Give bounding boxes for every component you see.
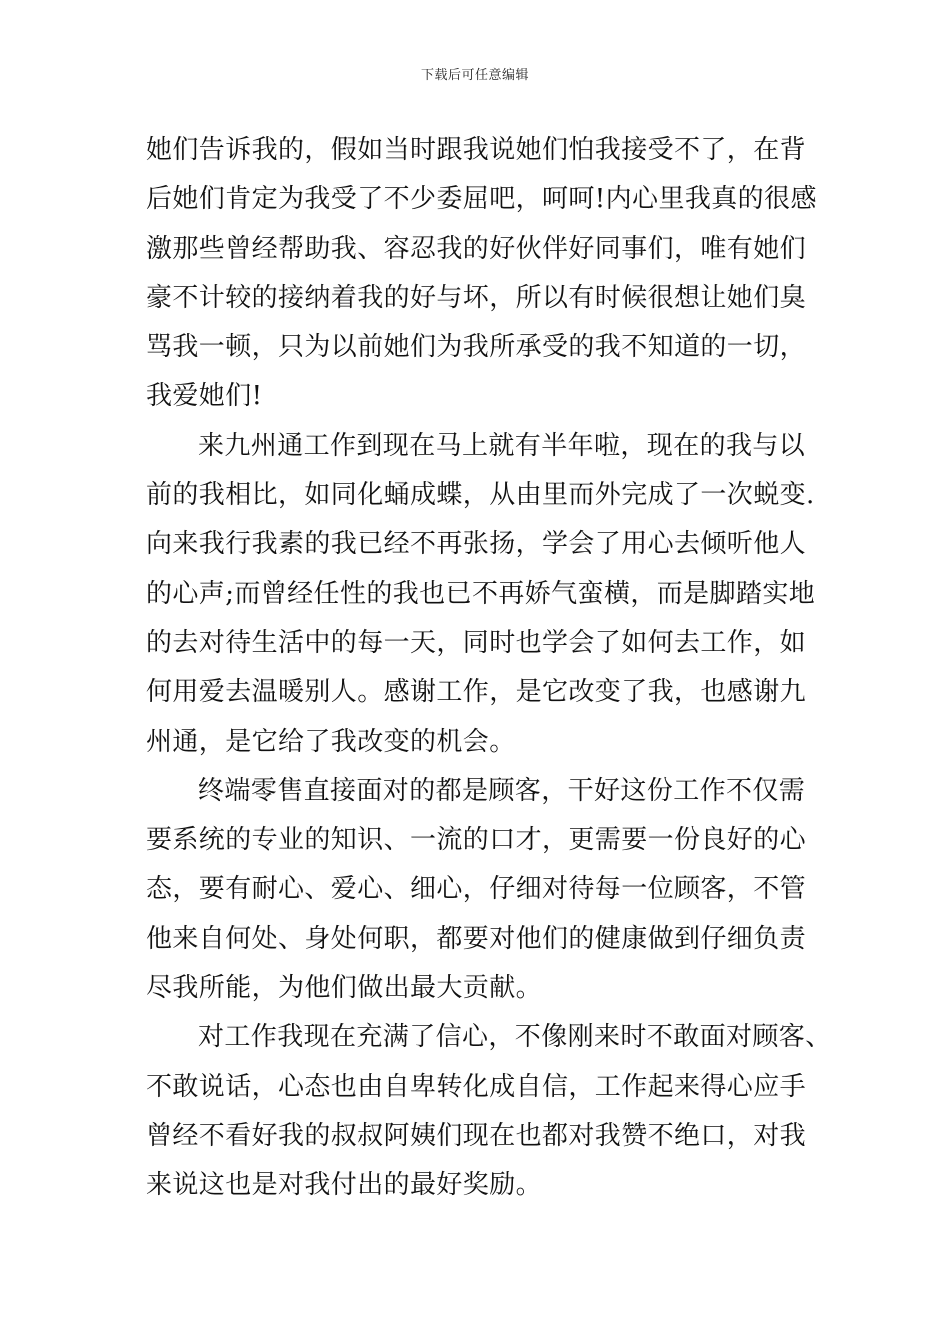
text-line: 我爱她们!	[146, 381, 263, 412]
text-line: 骂我一顿，只为以前她们为我所承受的我不知道的一切，	[146, 332, 807, 363]
document-body	[146, 126, 832, 1211]
text-line: 前的我相比，如同化蛹成蝶，从由里而外完成了一次蜕变.	[146, 480, 815, 511]
text-line: 尽我所能，为他们做出最大贡献。	[146, 973, 543, 1004]
text-line: 对工作我现在充满了信心，不像刚来时不敢面对顾客、	[198, 1022, 832, 1053]
text-line: 何用爱去温暖别人。感谢工作，是它改变了我，也感谢九	[146, 677, 807, 708]
text-line: 态，要有耐心、爱心、细心，仔细对待每一位顾客，不管	[146, 874, 807, 905]
text-line: 豪不计较的接纳着我的好与坏，所以有时候很想让她们臭	[146, 282, 807, 313]
text-line: 终端零售直接面对的都是顾客，干好这份工作不仅需	[198, 775, 806, 806]
text-line: 来说这也是对我付出的最好奖励。	[146, 1170, 543, 1201]
text-line: 的心声;而曾经任性的我也已不再娇气蛮横，而是脚踏实地	[146, 578, 816, 609]
text-line: 不敢说话，心态也由自卑转化成自信，工作起来得心应手	[146, 1071, 807, 1102]
paragraph-3	[146, 767, 811, 1013]
text-line: 州通，是它给了我改变的机会。	[146, 726, 516, 757]
text-line: 他来自何处、身处何职，都要对他们的健康做到仔细负责	[146, 923, 807, 954]
text-line: 她们告诉我的，假如当时跟我说她们怕我接受不了，在背	[146, 135, 807, 165]
text-line: 后她们肯定为我受了不少委屈吧，呵呵!内心里我真的很感	[146, 184, 817, 215]
text-line: 的去对待生活中的每一天，同时也学会了如何去工作，如	[146, 627, 807, 658]
paragraph-2	[146, 422, 816, 767]
paragraph-4	[146, 1013, 832, 1210]
paragraph-1	[146, 126, 817, 422]
text-line: 要系统的专业的知识、一流的口才，更需要一份良好的心	[146, 825, 807, 856]
text-line: 激那些曾经帮助我、容忍我的好伙伴好同事们，唯有她们	[146, 233, 807, 264]
text-line: 向来我行我素的我已经不再张扬，学会了用心去倾听他人	[146, 529, 807, 560]
text-line: 曾经不看好我的叔叔阿姨们现在也都对我赞不绝口，对我	[146, 1120, 807, 1151]
page-header: 下载后可任意编辑	[420, 68, 529, 83]
text-line: 来九州通工作到现在马上就有半年啦，现在的我与以	[198, 430, 806, 461]
